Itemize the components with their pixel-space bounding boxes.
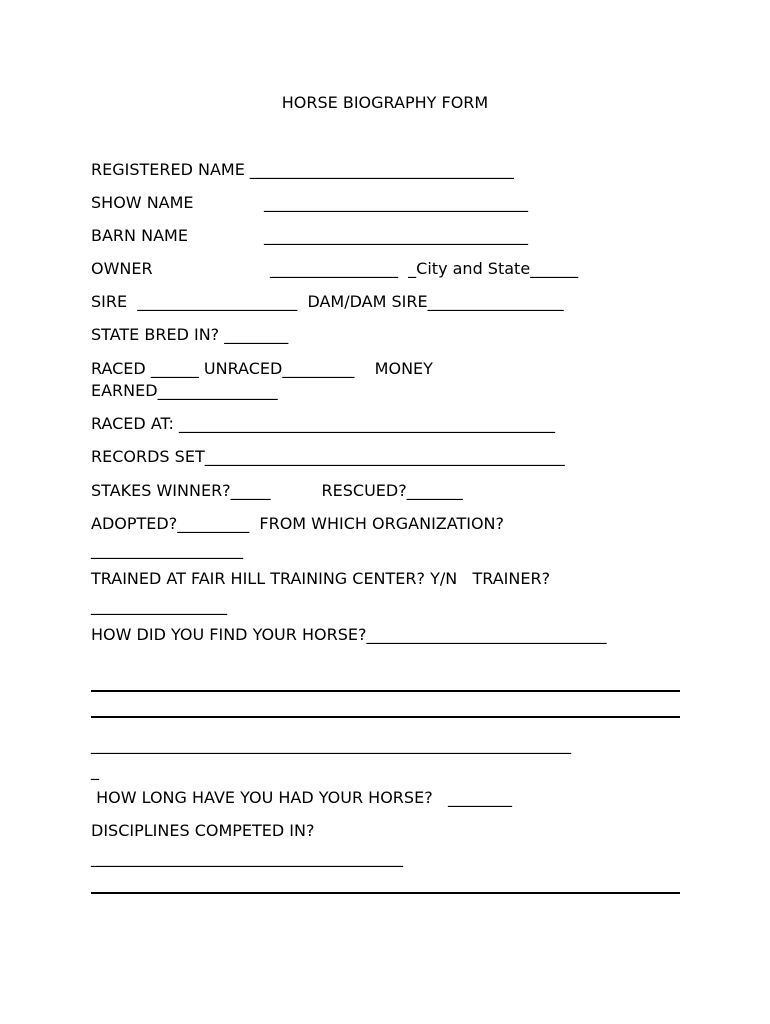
raced-unraced-field[interactable]: RACED ______ UNRACED_________ MONEY: [91, 359, 433, 378]
barn-name-label: BARN NAME: [91, 226, 188, 245]
owner-label: OWNER: [91, 259, 153, 278]
disciplines-blank[interactable]: _______________________________________: [91, 848, 403, 867]
show-name-label: SHOW NAME: [91, 193, 194, 212]
barn-name-field[interactable]: _________________________________: [264, 226, 528, 245]
adopted-organization-blank[interactable]: ___________________: [91, 540, 243, 559]
trainer-blank[interactable]: _________________: [91, 596, 227, 615]
trained-at-field[interactable]: TRAINED AT FAIR HILL TRAINING CENTER? Y/N TRAINER?: [91, 569, 551, 588]
form-title: HORSE BIOGRAPHY FORM: [281, 93, 489, 112]
answer-rule-2: [91, 716, 680, 718]
sire-dam-field[interactable]: SIRE ____________________ DAM/DAM SIRE_________________: [91, 292, 564, 311]
answer-line-3[interactable]: ____________________________________________________________: [91, 735, 571, 754]
adopted-field[interactable]: ADOPTED?_________ FROM WHICH ORGANIZATION?: [91, 514, 504, 533]
stakes-rescued-field[interactable]: STAKES WINNER?_____ RESCUED?_______: [91, 481, 463, 500]
answer-rule-1: [91, 690, 680, 692]
show-name-field[interactable]: _________________________________: [264, 193, 528, 212]
registered-name-field[interactable]: REGISTERED NAME _________________________________: [91, 160, 514, 179]
answer-rule-4: [91, 892, 680, 894]
records-set-field[interactable]: RECORDS SET_____________________________________________: [91, 447, 565, 466]
money-earned-field[interactable]: EARNED_______________: [91, 381, 278, 400]
answer-line-stub: _: [91, 761, 99, 780]
find-horse-field[interactable]: HOW DID YOU FIND YOUR HORSE?______________________________: [91, 625, 607, 644]
raced-at-field[interactable]: RACED AT: _______________________________________________: [91, 414, 556, 433]
state-bred-field[interactable]: STATE BRED IN? ________: [91, 325, 289, 344]
how-long-field[interactable]: HOW LONG HAVE YOU HAD YOUR HORSE? ________: [91, 788, 512, 807]
owner-city-state-field[interactable]: ________________ _City and State______: [270, 259, 579, 278]
disciplines-label: DISCIPLINES COMPETED IN?: [91, 821, 315, 840]
